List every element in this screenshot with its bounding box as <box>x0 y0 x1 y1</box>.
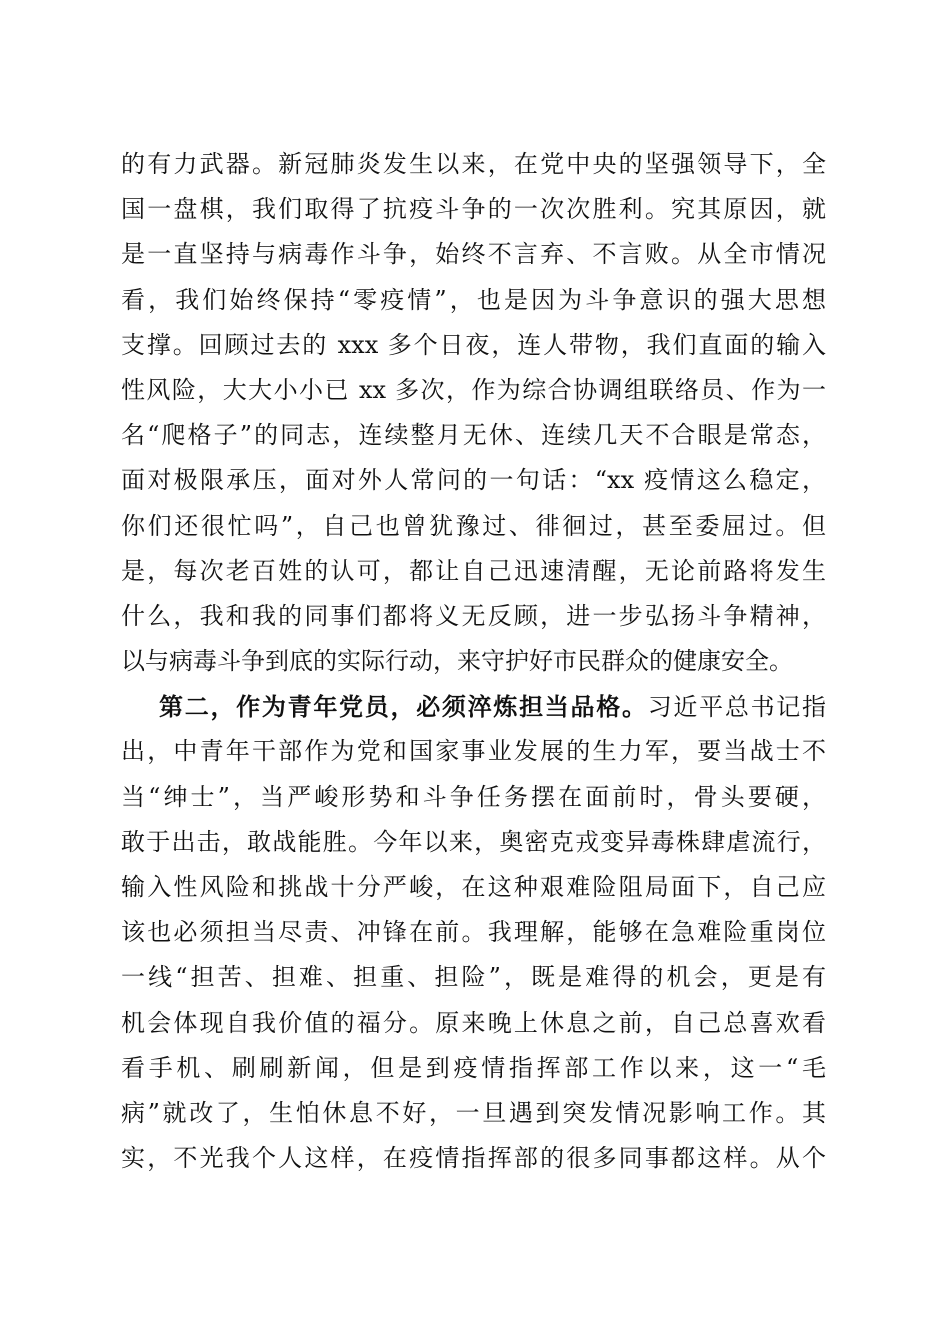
text-line: 该也必须担当尽责、冲锋在前。我理解，能够在急难险重岗位 <box>121 918 826 947</box>
text-line: 一线“担苦、担难、担重、担险”，既是难得的机会，更是有 <box>121 963 826 992</box>
paragraph-2 <box>121 684 826 1181</box>
text-line: 输入性风险和挑战十分严峻，在这种艰难险阻局面下，自己应 <box>121 873 826 901</box>
text-line: 国一盘棋，我们取得了抗疫斗争的一次次胜利。究其原因，就 <box>121 195 826 224</box>
text-line: 实，不光我个人这样，在疫情指挥部的很多同事都这样。从个 <box>121 1144 826 1173</box>
text-line: 性风险，大大小小已 xx 多次，作为综合协调组联络员、作为一 <box>121 375 826 404</box>
text-line: 以与病毒斗争到底的实际行动，来守护好市民群众的健康安全。 <box>121 647 793 676</box>
text-line: 支撑。回顾过去的 xxx 多个日夜，连人带物，我们直面的输入 <box>121 330 826 359</box>
text-line: 的有力武器。新冠肺炎发生以来，在党中央的坚强领导下，全 <box>121 150 826 178</box>
text-line: 病”就改了，生怕休息不好，一旦遇到突发情况影响工作。其 <box>121 1098 826 1127</box>
body-text <box>121 142 826 1181</box>
text-line: 什么，我和我的同事们都将义无反顾，进一步弘扬斗争精神， <box>121 601 826 630</box>
text-line: 是一直坚持与病毒作斗争，始终不言弃、不言败。从全市情况 <box>121 240 826 269</box>
heading-continuation: 习近平总书记指 <box>647 693 827 722</box>
text-line: 看手机、刷刷新闻，但是到疫情指挥部工作以来，这一“毛 <box>121 1053 826 1082</box>
text-line: 当“绅士”，当严峻形势和斗争任务摆在面前时，骨头要硬， <box>121 782 826 811</box>
text-line: 机会体现自我价值的福分。原来晚上休息之前，自己总喜欢看 <box>121 1008 826 1037</box>
text-line: 敢于出击，敢战能胜。今年以来，奥密克戎变异毒株肆虐流行， <box>121 827 826 856</box>
section-heading: 第二，作为青年党员，必须淬炼担当品格。 <box>159 692 648 722</box>
text-line: 出，中青年干部作为党和国家事业发展的生力军，要当战士不 <box>121 737 826 766</box>
text-line: 你们还很忙吗”，自己也曾犹豫过、徘徊过，甚至委屈过。但 <box>121 511 826 540</box>
paragraph-first-line <box>121 684 826 729</box>
text-line: 名“爬格子”的同志，连续整月无休、连续几天不合眼是常态， <box>121 421 826 450</box>
text-line: 是，每次老百姓的认可，都让自己迅速清醒，无论前路将发生 <box>121 556 826 585</box>
text-line: 面对极限承压，面对外人常问的一句话：“xx 疫情这么稳定， <box>121 466 826 495</box>
paragraph-1 <box>121 142 826 684</box>
text-line: 看，我们始终保持“零疫情”，也是因为斗争意识的强大思想 <box>121 285 826 314</box>
